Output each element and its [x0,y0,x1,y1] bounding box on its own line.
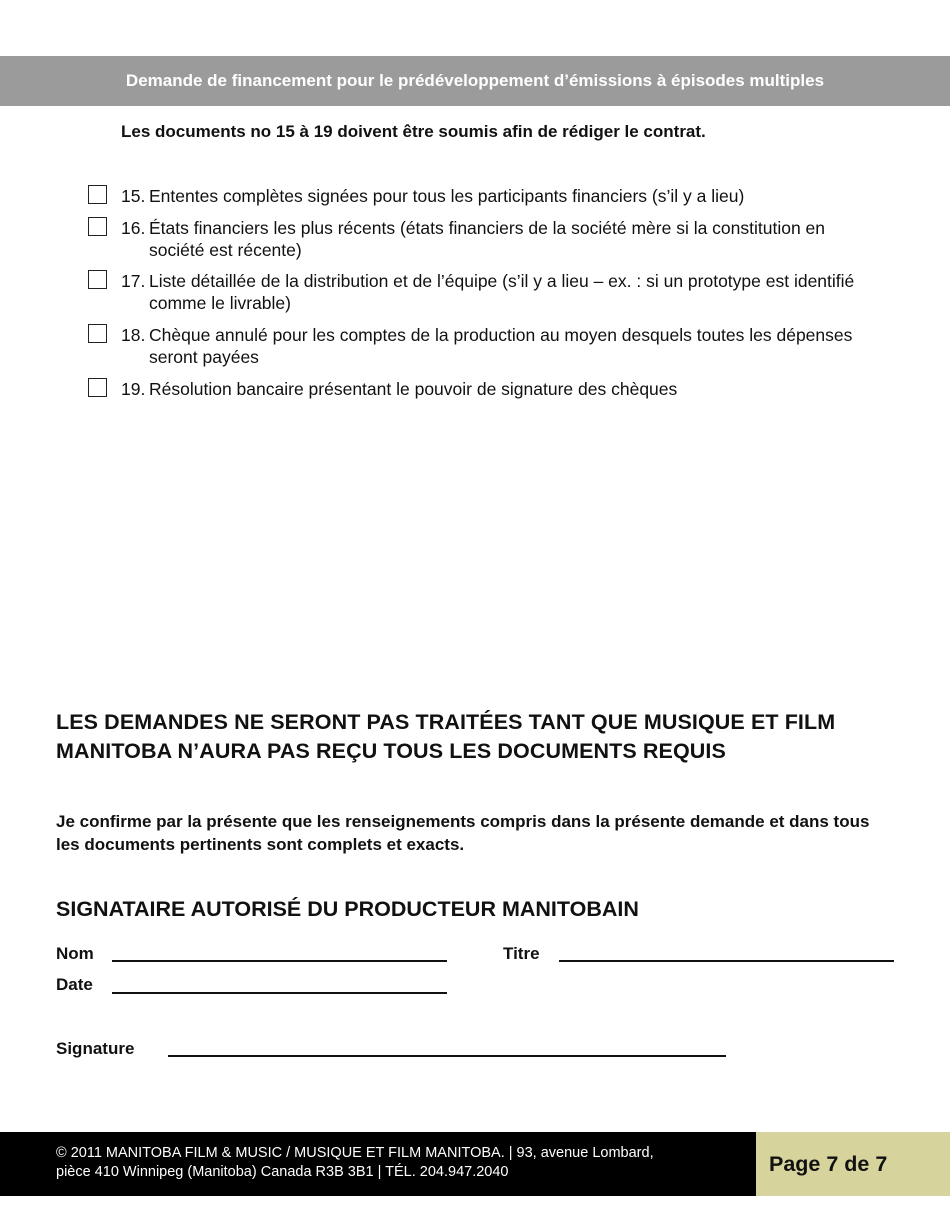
name-label: Nom [56,944,94,963]
checkbox-16[interactable] [88,217,107,236]
date-field[interactable] [112,992,447,994]
title-field[interactable] [559,960,894,962]
footer-line-2: pièce 410 Winnipeg (Manitoba) Canada R3B 3B1 | TÉL. 204.947.2040 [56,1164,509,1180]
item-text: États financiers les plus récents (états financiers de la société mère si la constitution en société est récente) [149,218,826,260]
document-header [0,56,950,106]
confirmation-statement: Je confirme par la présente que les renseignements compris dans la présente demande et dans tous les documents pertinents sont complets et exacts. [56,812,870,854]
signature-label: Signature [56,1039,135,1058]
page-footer [0,1132,950,1196]
footer-contact [0,1132,756,1196]
footer-line-1: © 2011 MANITOBA FILM & MUSIC / MUSIQUE ET FILM MANITOBA. | 93, avenue Lombard, [56,1145,654,1161]
signatory-heading: SIGNATAIRE AUTORISÉ DU PRODUCTEUR MANITOBAIN [56,897,639,921]
requirements-warning: LES DEMANDES NE SERONT PAS TRAITÉES TANT QUE MUSIQUE ET FILM MANITOBA N’AURA PAS REÇU TOUS LES DOCUMENTS REQUIS [56,710,836,763]
item-number: 17. [121,271,146,291]
item-number: 19. [121,379,146,399]
document-title: Demande de financement pour le prédéveloppement d’émissions à épisodes multiples [125,71,825,90]
documents-intro: Les documents no 15 à 19 doivent être soumis afin de rédiger le contrat. [121,122,706,141]
checkbox-15[interactable] [88,185,107,204]
item-number: 15. [121,186,146,206]
item-text: Résolution bancaire présentant le pouvoir de signature des chèques [149,379,678,399]
checkbox-17[interactable] [88,270,107,289]
page-number-box [756,1132,950,1196]
item-number: 16. [121,218,146,238]
name-field[interactable] [112,960,447,962]
checkbox-19[interactable] [88,378,107,397]
item-text: Ententes complètes signées pour tous les participants financiers (s’il y a lieu) [149,186,745,206]
page-number: Page 7 de 7 [769,1152,888,1176]
item-text: Liste détaillée de la distribution et de l’équipe (s’il y a lieu – ex. : si un prototype est identifié comme le livrable) [149,271,855,313]
item-text: Chèque annulé pour les comptes de la production au moyen desquels toutes les dépenses seront payées [149,325,853,367]
title-label: Titre [503,944,540,963]
signature-field[interactable] [168,1055,726,1057]
date-label: Date [56,975,93,994]
checkbox-18[interactable] [88,324,107,343]
item-number: 18. [121,325,146,345]
